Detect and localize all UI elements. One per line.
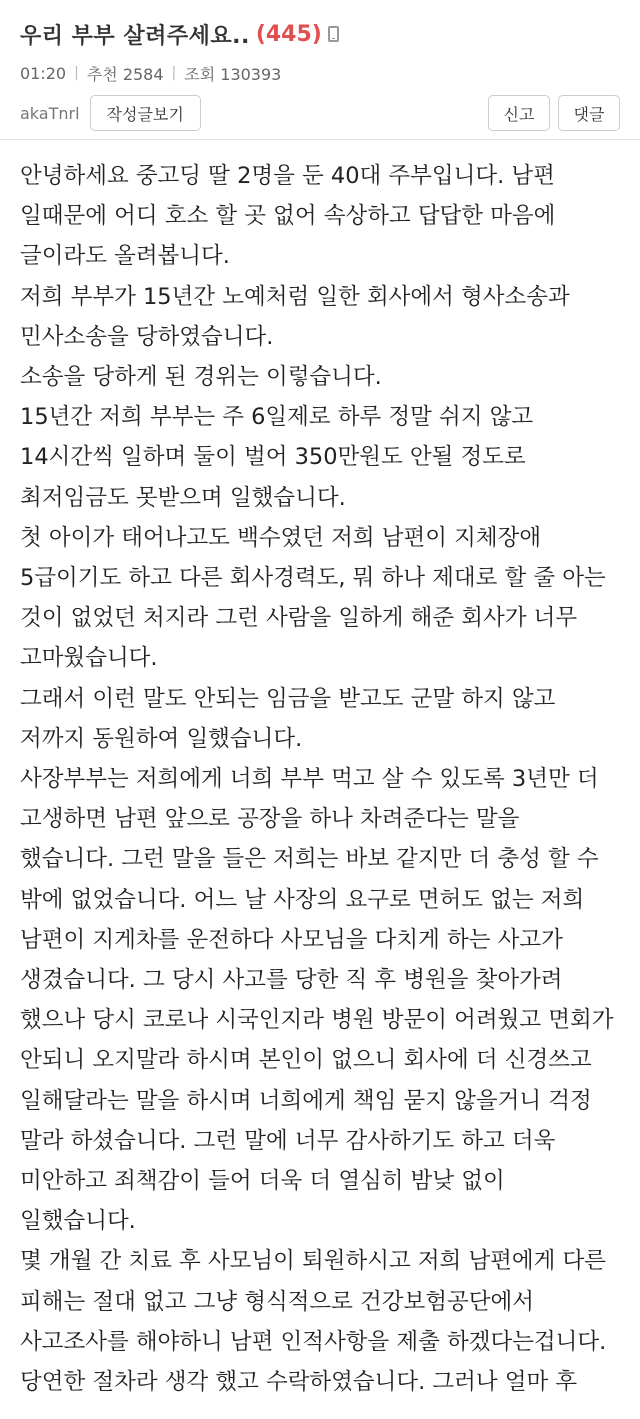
body-paragraph: 첫 아이가 태어나고도 백수였던 저희 남편이 지체장애 5급이기도 하고 다른 회사경력도, 뭐 하나 제대로 할 줄 아는 것이 없었던 처지라 그런 사람을 일하게 해준 회사가 너무 고마웠습니다. [20, 524, 606, 672]
body-paragraph: 사장부부는 저희에게 너희 부부 먹고 살 수 있도록 3년만 더 고생하면 남편 앞으로 공장을 하나 차려준다는 말을 했습니다. 그런 말을 들은 저희는 바보 같지만 더 충성 할 수 밖에 없었습니다. 어느 날 사장의 요구로 면허도 없는 저희 남편이 지게차를 운전하다 사모님을 다치게 하는 사고가 생겼습니다. 그 당시 사고를 당한 직 후 병원을 찾아가려 했으나 당시 코로나 시국인지라 병원 방문이 어려웠고 면회가 안되니 오지말라 하시며 본인이 없으니 회사에 더 신경쓰고 일해달라는 말을 하시며 너희에게 책임 묻지 않을거니 걱정 말라 하셨습니다. 그런 말에 너무 감사하기도 하고 더욱 미안하고 죄책감이 들어 더욱 더 열심히 밤낮 없이 일했습니다. [20, 766, 614, 1235]
post-time: 01:20 [20, 63, 67, 83]
body-paragraph: 소송을 당하게 된 경위는 이렇습니다. [20, 364, 382, 391]
body-paragraph: 몇 개월 간 치료 후 사모님이 퇴원하시고 저희 남편에게 다른 피해는 절대 없고 그냥 형식적으로 건강보험공단에서 사고조사를 해야하니 남편 인적사항을 제출 하겠다는겁니다. [20, 1248, 607, 1355]
view-posts-button[interactable]: 작성글보기 [90, 95, 201, 131]
post-meta [20, 58, 620, 88]
body-paragraph: 15년간 저희 부부는 주 6일제로 하루 정말 쉬지 않고 14시간씩 일하며 둘이 벌어 350만원도 안될 정도로 최저임금도 못받으며 일했습니다. [20, 404, 534, 511]
meta-divider: | [74, 65, 79, 81]
recommend-count: 추천 2584 [86, 64, 164, 84]
comment-count[interactable]: (445) [255, 21, 322, 47]
body-paragraph: 안녕하세요 중고딩 딸 2명을 둔 40대 주부입니다. 남편 일때문에 어디 호소 할 곳 없어 속상하고 답답한 마음에 글이라도 올려봅니다. [20, 163, 556, 270]
meta-divider: | [171, 65, 177, 81]
body-paragraph: 당연한 절차라 생각 했고 수락하였습니다. 그러나 얼마 후 [20, 1369, 578, 1396]
body-paragraph: 그래서 이런 말도 안되는 임금을 받고도 군말 하지 않고 저까지 동원하여 일했습니다. [20, 685, 556, 752]
author-row [20, 90, 620, 136]
title-row [20, 14, 620, 54]
post-title: 우리 부부 살려주세요.. [20, 23, 250, 49]
author-name[interactable]: akaTnrl [20, 103, 80, 123]
report-button[interactable]: 신고 [488, 95, 550, 131]
mobile-icon [328, 26, 339, 42]
post-header [0, 0, 640, 140]
body-paragraph: 저희 부부가 15년간 노예처럼 일한 회사에서 형사소송과 민사소송을 당하였습니다. [20, 283, 570, 350]
comment-button[interactable]: 댓글 [558, 95, 620, 131]
view-count: 조회 130393 [184, 64, 282, 84]
post-body [0, 140, 640, 1402]
